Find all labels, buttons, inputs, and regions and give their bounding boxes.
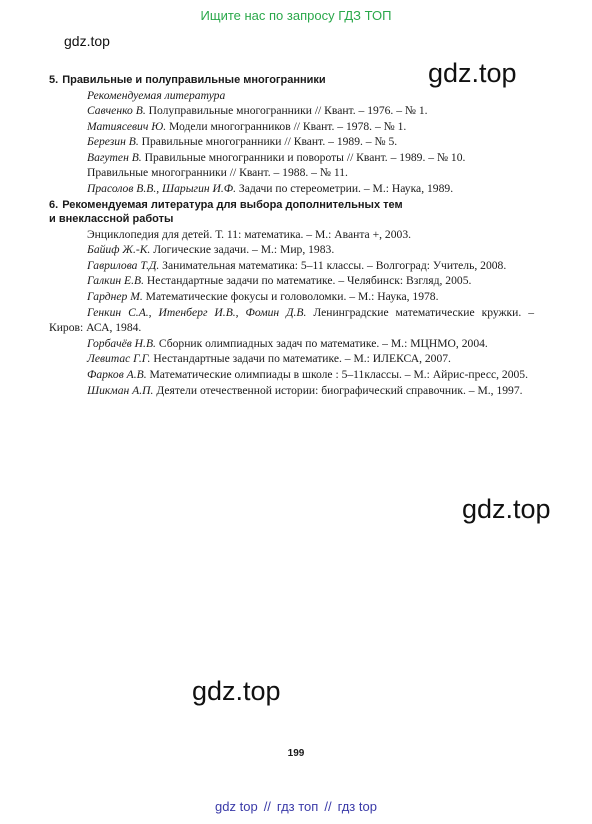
reference-text: Логические задачи. – М.: Мир, 1983.	[150, 243, 335, 257]
reference-author: Гарднер М.	[87, 290, 143, 304]
reference-text: Математические фокусы и головоломки. – М.: Наука, 1978.	[142, 290, 439, 304]
reference-text: Деятели отечественной истории: биографический справочник. – М., 1997.	[153, 383, 523, 397]
watermark-large-2: gdz.top	[462, 494, 551, 524]
reference-text: Математические олимпиады в школе : 5–11классы. – М.: Айрис-пресс, 2005.	[146, 368, 528, 381]
reference-text: Задачи по стереометрии. – М.: Наука, 1989.	[236, 182, 454, 196]
section-6-title: Рекомендуемая литература для выбора дополнительных тем	[62, 198, 403, 211]
section-5-heading	[49, 73, 534, 88]
reference-author: Генкин С.А., Итенберг И.В., Фомин Д.В.	[87, 305, 307, 319]
reference-entry	[49, 227, 534, 243]
reference-author: Шикман А.П.	[87, 383, 154, 397]
footer-separator: //	[263, 799, 271, 814]
reference-text: Полуправильные многогранники // Квант. – 1976. – № 1.	[145, 104, 428, 118]
reference-text: Энциклопедия для детей. Т. 11: математика. – М.: Аванта +, 2003.	[87, 227, 412, 241]
footer-link-gdz-top-mixed[interactable]: гдз top	[337, 799, 377, 814]
reference-entry	[49, 134, 534, 150]
reference-text: Нестандартные задачи по математике. – М.: ИЛЕКСА, 2007.	[150, 352, 451, 366]
reference-text: Правильные многогранники и повороты // Квант. – 1989. – № 10.	[141, 150, 466, 164]
reference-author: Вагутен В.	[87, 150, 142, 164]
reference-entry	[49, 242, 534, 258]
reference-author: Савченко В.	[87, 104, 146, 118]
reference-author: Березин В.	[87, 135, 139, 149]
reference-entry	[49, 103, 534, 119]
reference-entry	[49, 150, 534, 166]
reference-author: Байиф Ж.-К.	[87, 243, 151, 257]
top-banner: Ищите нас по запросу ГДЗ ТОП	[200, 8, 392, 23]
reference-author: Гаврилова Т.Д.	[87, 258, 160, 272]
section-5-subheading: Рекомендуемая литература	[87, 88, 226, 102]
reference-entry	[49, 383, 534, 399]
section-6-title-line-2: и внеклассной работы	[49, 213, 174, 226]
footer-separator: //	[324, 799, 332, 814]
reference-entry	[49, 367, 534, 383]
reference-author: Галкин Е.В.	[87, 274, 144, 288]
reference-text: Сборник олимпиадных задач по математике. – М.: МЦНМО, 2004.	[155, 336, 488, 350]
footer-link-gdz-top-cyrillic[interactable]: гдз топ	[276, 799, 319, 814]
reference-text: Нестандартные задачи по математике. – Челябинск: Взгляд, 2005.	[144, 274, 472, 288]
reference-entry	[49, 351, 534, 367]
section-6-number: 6.	[49, 198, 59, 211]
page-content	[49, 73, 534, 398]
watermark-small: gdz.top	[64, 33, 110, 49]
section-5-number: 5.	[49, 74, 59, 86]
reference-entry	[49, 273, 534, 289]
section-6-heading	[49, 198, 534, 227]
reference-text: Модели многогранников // Квант. – 1978. – № 1.	[166, 119, 407, 133]
watermark-large-1: gdz.top	[428, 58, 517, 88]
reference-entry	[49, 258, 534, 274]
reference-author: Матиясевич Ю.	[87, 119, 167, 133]
reference-text: Занимательная математика: 5–11 классы. – Волгоград: Учитель, 2008.	[159, 258, 507, 272]
reference-entry	[49, 289, 534, 305]
reference-entry	[49, 119, 534, 135]
reference-author: Левитас Г.Г.	[87, 352, 151, 366]
footer-link-gdz-top[interactable]: gdz top	[215, 799, 258, 814]
footer-links	[0, 799, 592, 814]
section-5-list	[49, 103, 534, 197]
reference-author: Прасолов В.В., Шарыгин И.Ф.	[87, 182, 237, 196]
reference-author: Фарков А.В.	[87, 368, 147, 381]
section-6-list	[49, 227, 534, 399]
section-5-title: Правильные и полуправильные многогранники	[62, 74, 326, 86]
page-number: 199	[287, 748, 305, 759]
reference-author: Горбачёв Н.В.	[87, 336, 156, 350]
reference-entry	[49, 165, 534, 181]
reference-text: Правильные многогранники // Квант. – 1988. – № 11.	[87, 166, 348, 180]
reference-text: Ленинградские математические кружки. – Киров: АСА, 1984.	[49, 305, 535, 335]
reference-entry	[49, 181, 534, 197]
reference-entry	[49, 336, 534, 352]
watermark-large-3: gdz.top	[192, 676, 281, 706]
section-6-title-line-1	[49, 198, 534, 213]
reference-entry	[49, 305, 534, 336]
reference-text: Правильные многогранники // Квант. – 1989. – № 5.	[138, 135, 398, 149]
